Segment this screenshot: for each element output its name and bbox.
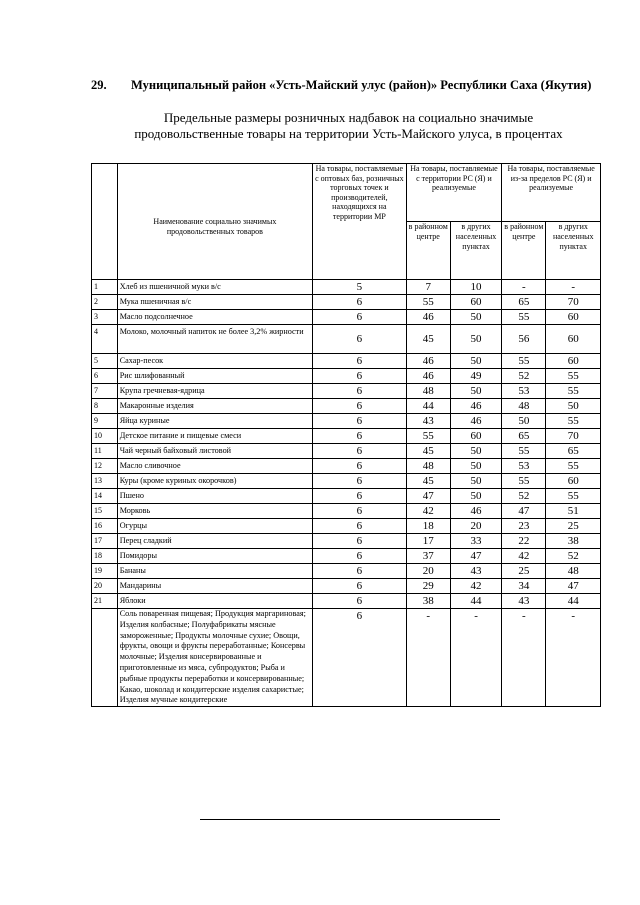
table-row — [92, 549, 601, 564]
row-number: 12 — [92, 459, 118, 474]
row-external-other: 52 — [546, 549, 601, 564]
row-republic-center: 48 — [406, 459, 450, 474]
row-local: 6 — [313, 384, 407, 399]
row-republic-other: 47 — [450, 549, 501, 564]
table-row — [92, 444, 601, 459]
row-external-other: 44 — [546, 594, 601, 609]
row-number: 4 — [92, 325, 118, 354]
row-product: Яблоки — [117, 594, 312, 609]
table-row — [92, 579, 601, 594]
row-local: 6 — [313, 325, 407, 354]
row-local: 6 — [313, 534, 407, 549]
table-row — [92, 369, 601, 384]
row-number: 17 — [92, 534, 118, 549]
row-external-other: 60 — [546, 474, 601, 489]
table-row — [92, 325, 601, 354]
row-number: 6 — [92, 369, 118, 384]
row-external-center: 53 — [502, 384, 546, 399]
row-local: 6 — [313, 519, 407, 534]
table-row — [92, 474, 601, 489]
row-external-center: 55 — [502, 354, 546, 369]
table-caption — [91, 110, 606, 142]
row-external-other: 50 — [546, 399, 601, 414]
row-republic-other: 49 — [450, 369, 501, 384]
row-product: Перец сладкий — [117, 534, 312, 549]
row-external-center: 48 — [502, 399, 546, 414]
table-row — [92, 399, 601, 414]
row-external-center: 55 — [502, 444, 546, 459]
table-row — [92, 310, 601, 325]
row-republic-other: 50 — [450, 325, 501, 354]
row-number: 14 — [92, 489, 118, 504]
row-product: Куры (кроме куриных окорочков) — [117, 474, 312, 489]
row-republic-center: 45 — [406, 474, 450, 489]
row-product: Яйца куриные — [117, 414, 312, 429]
row-republic-other: 60 — [450, 429, 501, 444]
row-external-other: 48 — [546, 564, 601, 579]
subheader-other: в других населенных пунктах — [546, 222, 601, 280]
row-product: Масло сливочное — [117, 459, 312, 474]
row-external-other: 60 — [546, 310, 601, 325]
row-external-other: 55 — [546, 384, 601, 399]
row-republic-other: 46 — [450, 504, 501, 519]
row-external-center: 47 — [502, 504, 546, 519]
row-product: Огурцы — [117, 519, 312, 534]
table-row — [92, 534, 601, 549]
row-local: 6 — [313, 459, 407, 474]
row-republic-center: 46 — [406, 369, 450, 384]
row-external-center: 50 — [502, 414, 546, 429]
row-local: 6 — [313, 609, 407, 707]
row-republic-other: 42 — [450, 579, 501, 594]
row-republic-center: 18 — [406, 519, 450, 534]
table-row — [92, 564, 601, 579]
row-external-center: 43 — [502, 594, 546, 609]
row-republic-center: 42 — [406, 504, 450, 519]
row-republic-other: 50 — [450, 354, 501, 369]
row-republic-center: 46 — [406, 310, 450, 325]
row-external-other: 55 — [546, 459, 601, 474]
row-republic-other: 46 — [450, 414, 501, 429]
row-local: 6 — [313, 369, 407, 384]
table-row — [92, 459, 601, 474]
table-row — [92, 354, 601, 369]
row-external-center: 42 — [502, 549, 546, 564]
row-external-center: 52 — [502, 489, 546, 504]
row-product: Помидоры — [117, 549, 312, 564]
section-title: Муниципальный район «Усть-Майский улус (район)» Республики Саха (Якутия) — [131, 78, 592, 92]
table-row — [92, 384, 601, 399]
row-republic-other: - — [450, 609, 501, 707]
row-local: 6 — [313, 504, 407, 519]
row-local: 6 — [313, 354, 407, 369]
row-external-other: 38 — [546, 534, 601, 549]
footer-divider — [200, 819, 500, 820]
row-product: Пшено — [117, 489, 312, 504]
row-local: 6 — [313, 474, 407, 489]
row-number: 16 — [92, 519, 118, 534]
row-number: 2 — [92, 295, 118, 310]
row-republic-center: 48 — [406, 384, 450, 399]
header-product-name: Наименование социально значимых продовольственных товаров — [117, 164, 312, 280]
row-number: 8 — [92, 399, 118, 414]
row-external-other: 55 — [546, 489, 601, 504]
row-republic-center: 47 — [406, 489, 450, 504]
caption-line-2: продовольственные товары на территории Усть-Майского улуса, в процентах — [134, 126, 563, 141]
row-republic-center: 17 — [406, 534, 450, 549]
header-number — [92, 164, 118, 280]
table-row — [92, 280, 601, 295]
row-external-other: 55 — [546, 414, 601, 429]
row-republic-center: 20 — [406, 564, 450, 579]
row-external-other: 70 — [546, 295, 601, 310]
subheader-other: в других населенных пунктах — [450, 222, 501, 280]
row-republic-other: 50 — [450, 474, 501, 489]
table-row — [92, 594, 601, 609]
row-product-group: Соль поваренная пищевая; Продукция маргариновая; Изделия колбасные; Полуфабрикаты мясные замороженные; Продукты молочные сухие; Овощи, фрукты, овощи и фрукты переработанные; Консервы молочные; Изделия консервированные и приготовленные из мяса, субпродуктов; Рыба и рыбные продукты переработки и консервированные; Какао, шоколад и кондитерские изделия сахаристые; Изделия мучные кондитерские — [117, 609, 312, 707]
row-product: Чай черный байховый листовой — [117, 444, 312, 459]
row-external-other: 70 — [546, 429, 601, 444]
table-row — [92, 295, 601, 310]
row-product: Масло подсолнечное — [117, 310, 312, 325]
row-external-center: 56 — [502, 325, 546, 354]
row-local: 6 — [313, 429, 407, 444]
subheader-center: в районном центре — [406, 222, 450, 280]
row-local: 6 — [313, 295, 407, 310]
row-republic-other: 60 — [450, 295, 501, 310]
row-product: Детское питание и пищевые смеси — [117, 429, 312, 444]
row-republic-center: 43 — [406, 414, 450, 429]
row-product: Крупа гречневая-ядрица — [117, 384, 312, 399]
row-product: Хлеб из пшеничной муки в/с — [117, 280, 312, 295]
row-external-other: 47 — [546, 579, 601, 594]
row-republic-other: 50 — [450, 310, 501, 325]
caption-line-1: Предельные размеры розничных надбавок на социально значимые — [163, 110, 534, 125]
row-number: 15 — [92, 504, 118, 519]
row-external-other: 60 — [546, 354, 601, 369]
row-number: 9 — [92, 414, 118, 429]
row-local: 6 — [313, 549, 407, 564]
table-row — [92, 414, 601, 429]
row-republic-center: 29 — [406, 579, 450, 594]
row-republic-center: 44 — [406, 399, 450, 414]
row-external-other: 55 — [546, 369, 601, 384]
row-number: 20 — [92, 579, 118, 594]
row-republic-other: 10 — [450, 280, 501, 295]
row-republic-other: 50 — [450, 489, 501, 504]
table-row — [92, 519, 601, 534]
row-external-center: - — [502, 609, 546, 707]
table-row-group — [92, 609, 601, 707]
row-external-center: 65 — [502, 295, 546, 310]
row-republic-center: 46 — [406, 354, 450, 369]
row-external-other: 25 — [546, 519, 601, 534]
row-republic-center: 45 — [406, 325, 450, 354]
header-republic-supply: На товары, поставляемые с территории РС (Я) и реализуемые — [406, 164, 502, 222]
row-number: 5 — [92, 354, 118, 369]
row-number: 13 — [92, 474, 118, 489]
row-external-center: 34 — [502, 579, 546, 594]
row-external-center: 53 — [502, 459, 546, 474]
row-external-other: - — [546, 609, 601, 707]
row-external-center: 65 — [502, 429, 546, 444]
row-local: 6 — [313, 564, 407, 579]
row-local: 5 — [313, 280, 407, 295]
row-product: Рис шлифованный — [117, 369, 312, 384]
row-external-center: - — [502, 280, 546, 295]
row-external-center: 25 — [502, 564, 546, 579]
row-republic-center: 55 — [406, 295, 450, 310]
row-product: Морковь — [117, 504, 312, 519]
row-republic-center: 55 — [406, 429, 450, 444]
row-product: Сахар-песок — [117, 354, 312, 369]
row-local: 6 — [313, 414, 407, 429]
header-local-supply: На товары, поставляемые с оптовых баз, розничных торговых точек и производителей, находящихся на территории МР — [313, 164, 407, 280]
row-local: 6 — [313, 310, 407, 325]
row-external-other: 51 — [546, 504, 601, 519]
row-local: 6 — [313, 399, 407, 414]
row-republic-other: 20 — [450, 519, 501, 534]
row-local: 6 — [313, 444, 407, 459]
section-number: 29. — [91, 78, 107, 92]
header-external-supply: На товары, поставляемые из-за пределов РС (Я) и реализуемые — [502, 164, 601, 222]
row-external-center: 55 — [502, 474, 546, 489]
row-external-center: 22 — [502, 534, 546, 549]
row-republic-center: 37 — [406, 549, 450, 564]
row-external-center: 52 — [502, 369, 546, 384]
row-external-center: 23 — [502, 519, 546, 534]
row-external-center: 55 — [502, 310, 546, 325]
row-republic-center: 45 — [406, 444, 450, 459]
row-republic-other: 33 — [450, 534, 501, 549]
row-number: 1 — [92, 280, 118, 295]
row-local: 6 — [313, 489, 407, 504]
row-product: Макаронные изделия — [117, 399, 312, 414]
subheader-center: в районном центре — [502, 222, 546, 280]
row-product: Бананы — [117, 564, 312, 579]
row-republic-other: 50 — [450, 459, 501, 474]
row-external-other: 60 — [546, 325, 601, 354]
row-republic-other: 50 — [450, 444, 501, 459]
markup-table — [91, 163, 601, 707]
row-republic-other: 50 — [450, 384, 501, 399]
row-number: 19 — [92, 564, 118, 579]
row-product: Мука пшеничная в/с — [117, 295, 312, 310]
table-row — [92, 489, 601, 504]
row-product: Мандарины — [117, 579, 312, 594]
row-number: 7 — [92, 384, 118, 399]
row-local: 6 — [313, 594, 407, 609]
row-external-other: - — [546, 280, 601, 295]
row-republic-other: 46 — [450, 399, 501, 414]
row-republic-center: 7 — [406, 280, 450, 295]
row-republic-other: 44 — [450, 594, 501, 609]
row-number: 11 — [92, 444, 118, 459]
row-product: Молоко, молочный напиток не более 3,2% жирности — [117, 325, 312, 354]
row-number: 10 — [92, 429, 118, 444]
row-local: 6 — [313, 579, 407, 594]
row-republic-center: 38 — [406, 594, 450, 609]
row-number: 18 — [92, 549, 118, 564]
row-number: 21 — [92, 594, 118, 609]
row-republic-center: - — [406, 609, 450, 707]
section-heading — [91, 77, 606, 93]
table-row — [92, 429, 601, 444]
table-row — [92, 504, 601, 519]
row-number — [92, 609, 118, 707]
row-external-other: 65 — [546, 444, 601, 459]
row-number: 3 — [92, 310, 118, 325]
row-republic-other: 43 — [450, 564, 501, 579]
